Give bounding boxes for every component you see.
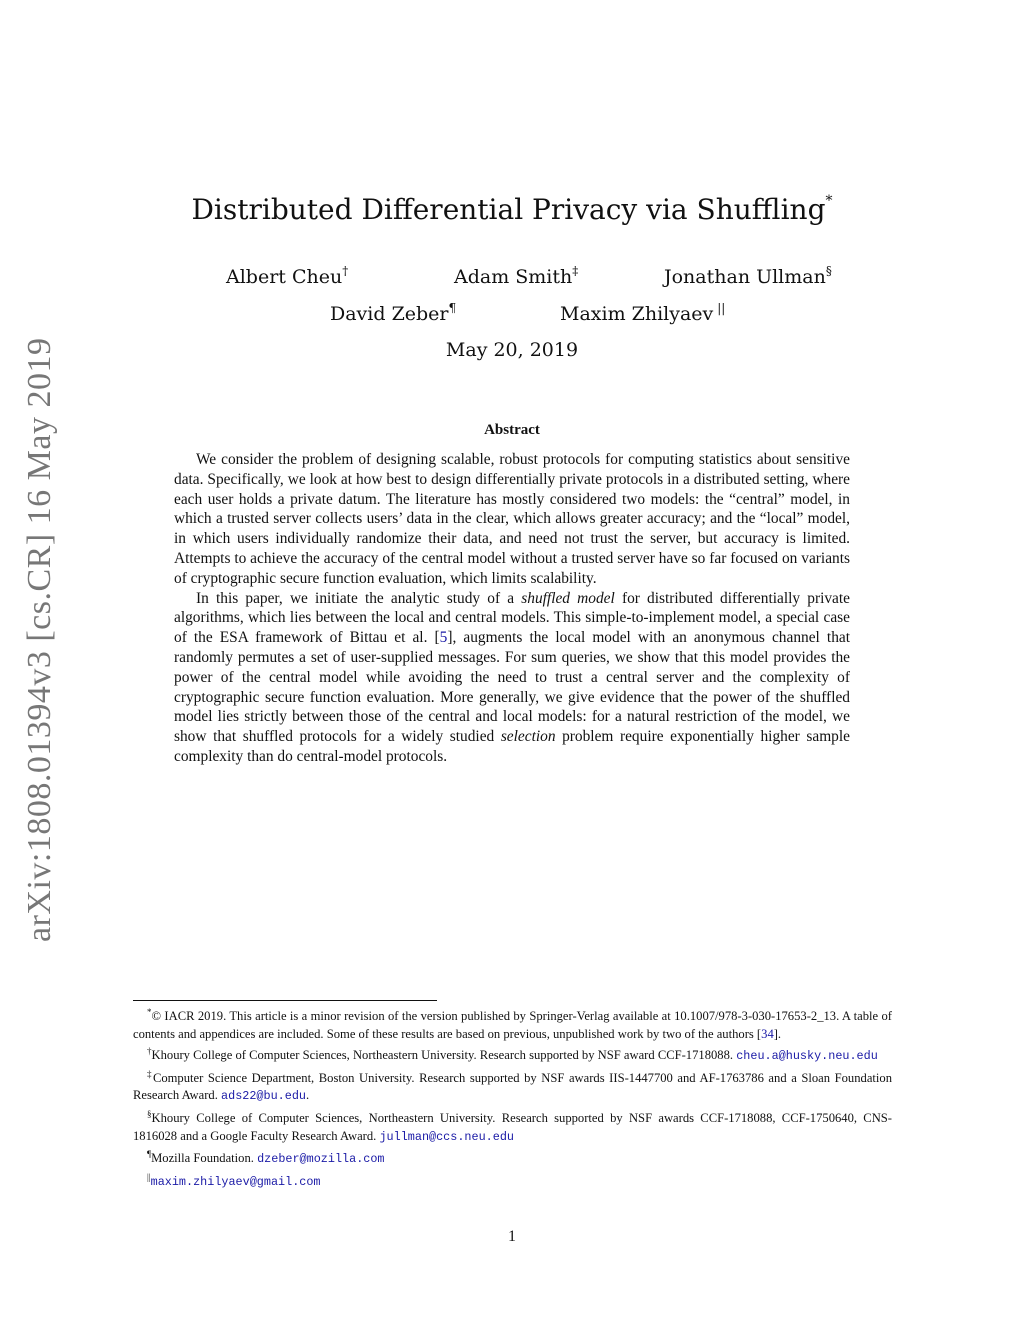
abstract-body	[174, 450, 850, 767]
abstract-emphasis: shuffled model	[521, 589, 615, 607]
footnotes	[133, 1004, 892, 1191]
author-albert-cheu	[226, 264, 348, 288]
paper-title	[0, 193, 1024, 226]
email-link[interactable]: dzeber@mozilla.com	[257, 1152, 385, 1167]
author-footnote-mark[interactable]: †	[342, 264, 349, 278]
abstract-heading: Abstract	[484, 422, 540, 438]
footnote-text: ].	[773, 1026, 782, 1041]
paper-date: May 20, 2019	[445, 339, 579, 361]
footnote-divider	[133, 1000, 437, 1001]
author-maxim-zhilyaev	[560, 301, 725, 325]
author-name: Maxim Zhilyaev	[560, 303, 714, 325]
footnote-mark: §	[147, 1108, 152, 1119]
email-link[interactable]: ads22@bu.edu	[221, 1089, 306, 1104]
footnote-smith: ‡Computer Science Department, Boston University. Research supported by NSF awards IIS-1447700 and AF-1763786 and a Sloan Foundation Research Award. ads22@bu.edu.	[133, 1068, 892, 1104]
abstract-text: problem require exponentially higher sample complexity than do central-model protocols.	[174, 728, 850, 765]
footnote-mark: ‡	[147, 1068, 153, 1079]
author-footnote-mark[interactable]: ‡	[572, 264, 579, 278]
abstract-paragraph-1: We consider the problem of designing scalable, robust protocols for computing statistics about sensitive data. Specifically, we look at how best to design differentially private protocols in a distributed setting, where each user holds a private datum. The literature has mostly considered two models: the “central” model, in which a trusted server collects users’ data in the clear, which allows greater accuracy; and the “local” model, in which users individually randomize their data, and need not trust the server, but accuracy is limited. Attempts to achieve the accuracy of the central model without a trusted server have so far focused on variants of cryptographic secure function evaluation, which limits scalability.	[174, 451, 850, 587]
author-adam-smith	[454, 264, 578, 288]
abstract-text: In this paper, we initiate the analytic study of a	[196, 589, 522, 607]
footnote-ullman	[133, 1106, 892, 1146]
arxiv-identifier: arXiv:1808.01394v3 [cs.CR] 16 May 2019	[21, 337, 58, 942]
citation-link[interactable]: 34	[761, 1026, 774, 1041]
title-footnote-mark[interactable]: *	[825, 193, 833, 209]
author-name: Jonathan Ullman	[664, 266, 826, 288]
footnote-text: © IACR 2019. This article is a minor revision of the version published by Springer-Verlag available at 10.1007/978-3-030-17653-2_13. A table of contents and appendices are included. Some of these results are based on previous, unpublished work by two of the authors [	[133, 1009, 892, 1041]
footnote-text: Computer Science Department, Boston University. Research supported by NSF awards IIS-1447700 and AF-1763786 and a Sloan Foundation Research Award.	[133, 1070, 892, 1103]
footnote-text: Khoury College of Computer Sciences, Northeastern University. Research supported by NSF award CCF-1718088.	[151, 1048, 734, 1063]
author-david-zeber	[330, 301, 456, 325]
abstract-paragraph-2	[174, 589, 850, 767]
author-name: David Zeber	[330, 303, 449, 325]
footnote-zeber	[133, 1146, 892, 1169]
author-footnote-mark[interactable]: §	[825, 264, 832, 278]
footnote-text: Khoury College of Computer Sciences, Northeastern University. Research supported by NSF awards CCF-1718088, CCF-1750640, CNS-1816028 and a Google Faculty Research Award.	[133, 1110, 892, 1143]
author-name: Albert Cheu	[226, 266, 343, 288]
abstract-emphasis: selection	[500, 728, 556, 746]
author-jonathan-ullman	[664, 264, 832, 288]
paper-title-text: Distributed Differential Privacy via Shuffling	[191, 193, 826, 226]
page-number: 1	[508, 1228, 516, 1245]
footnote-cheu	[133, 1043, 892, 1066]
footnote-zhilyaev	[133, 1169, 892, 1192]
footnote-mark: ||	[147, 1171, 151, 1182]
author-footnote-mark[interactable]: ¶	[448, 301, 457, 315]
footnote-text: Mozilla Foundation.	[151, 1151, 254, 1166]
author-footnote-mark[interactable]: ||	[717, 301, 726, 315]
footnote-title	[133, 1004, 892, 1043]
abstract-text: ], augments the local model with an anonymous channel that randomly permutes a set of user-supplied messages. For sum queries, we show that this model provides the power of the central model while avoiding the need to trust a central server and the complexity of cryptographic secure function evaluation. More generally, we give evidence that the power of the shuffled model lies strictly between those of the central and local models: for a natural restriction of the model, we show that shuffled protocols for a widely studied	[174, 629, 850, 746]
footnote-mark: †	[147, 1046, 152, 1057]
email-link[interactable]: maxim.zhilyaev@gmail.com	[150, 1174, 321, 1189]
citation-link[interactable]: 5	[439, 629, 448, 647]
email-link[interactable]: cheu.a@husky.neu.edu	[736, 1049, 878, 1064]
footnote-mark: ¶	[147, 1149, 152, 1160]
email-link[interactable]: jullman@ccs.neu.edu	[379, 1129, 514, 1144]
footnote-mark: *	[147, 1007, 152, 1017]
abstract-text: for distributed differentially private algorithms, which lies between the local and central models. This simple-to-implement model, a special case of the ESA framework of Bittau et al. [	[174, 589, 850, 647]
author-name: Adam Smith	[454, 266, 573, 288]
